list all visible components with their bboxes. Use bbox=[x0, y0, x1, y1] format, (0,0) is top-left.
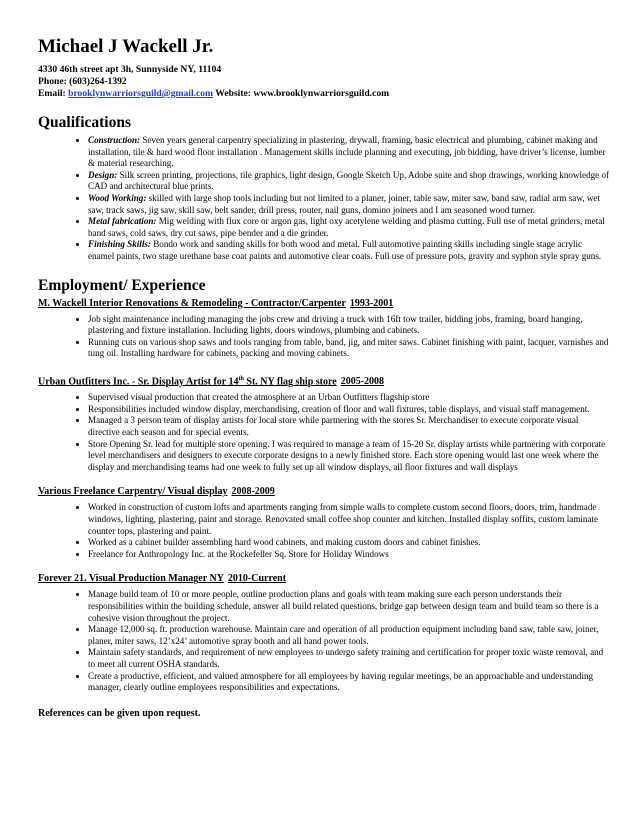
email-website-line bbox=[38, 88, 610, 100]
job-bullets bbox=[38, 502, 610, 560]
qualification-label: Metal fabrication: bbox=[88, 216, 157, 227]
qualification-text: Silk screen printing, projections, tile graphics, light design, Google Sketch Up, Adobe suite and shop drawings, working knowledge of CAD and architectural blue prints. bbox=[88, 169, 610, 192]
job-bullet: • Store Opening Sr. lead for multiple store opening. I was required to manage a team of 15-20 Sr. display artists while partnering with corporate level merchandisers and designers to execute corporate designs to a newly finished store. Each store opening would last one week where the display and merchandising teams had one week to fully set up all window displays, all floor fixtures and wall displays bbox=[88, 439, 610, 474]
website: Website: www.brooklynwarriorsguild.com bbox=[213, 88, 390, 99]
qualification-label: Design: bbox=[88, 169, 118, 180]
job-bullet: • Managed a 3 person team of display artists for local store while partnering with the stores Sr. Merchandiser to execute corporate visual directive each season and for special events. bbox=[88, 415, 610, 438]
address: 4330 46th street apt 3h, Sunnyside NY, 11104 bbox=[38, 64, 222, 75]
email-link[interactable]: brooklynwarriorsguild@gmail.com bbox=[68, 88, 214, 99]
job-bullet: • Freelance for Anthropology Inc. at the Rockefeller Sq. Store for Holiday Windows bbox=[88, 549, 610, 561]
job-bullet: • Worked in construction of custom lofts and apartments ranging from simple walls to complete custom second floors, doors, trim, handmade windows, lighting, plastering, paint and storage. Renovated small coffee shop counter and kitchen. Installed display soffits, custom laminate counter tops, plastering and paint. bbox=[88, 502, 610, 537]
job-title-text: Various Freelance Carpentry/ Visual display bbox=[38, 486, 228, 498]
qualification-text: Mig welding with flux core or argon gas, light oxy acetylene welding and plasma cutting. Full use of metal grinders, metal band saws, cold saws, dry cut saws, pipe bender and a die grinder. bbox=[88, 216, 605, 238]
job-bullets bbox=[38, 314, 610, 360]
job-bullets bbox=[38, 392, 610, 473]
job-bullet: • Job sight maintenance including managing the jobs crew and driving a truck with 16ft tow trailer, bidding jobs, framing, board hanging, plastering and fixture installation. Including lights, doors windows, plumbing and cabinets. bbox=[88, 314, 610, 337]
job-dates: 2008-2009 bbox=[231, 486, 275, 498]
qualification-text: skilled with large shop tools including but not limited to a planer, joiner, table saw, miter saw, band saw, radial arm saw, wet saw, track saws, jig saw, skill saw, belt sander, drill press, router, nail guns, domino joiners and I am seasoned wood turner. bbox=[88, 192, 600, 215]
employment-heading: Employment/ Experience bbox=[38, 276, 206, 294]
job-dates: 2010-Current bbox=[227, 573, 287, 585]
phone: Phone: (603)264-1392 bbox=[38, 76, 127, 87]
email-label: Email: bbox=[38, 88, 69, 99]
job-bullets bbox=[38, 589, 610, 693]
job-title-text: Urban Outfitters Inc. - Sr. Display Artist for 14 bbox=[38, 376, 239, 388]
qualification-text: Bondo work and sanding skills for both wood and metal. Full automotive painting skills including single stage acrylic enamel paints, two stage urethane base coat paints and automotive clear coats. Full use of pressure pots, gravity and syphon style spray guns. bbox=[88, 239, 602, 261]
qualification-item bbox=[88, 135, 610, 170]
job-bullet: • Worked as a cabinet builder assembling hard wood cabinets, and making custom doors and cabinet finishes. bbox=[88, 537, 610, 549]
qualification-label: Wood Working: bbox=[88, 192, 147, 203]
qualifications-heading: Qualifications bbox=[38, 114, 132, 131]
job-title-text: Forever 21. Visual Production Manager NY bbox=[38, 573, 224, 585]
job-bullet: • Manage build team of 10 or more people, outline production plans and goals with team making sure each person understands their responsibilities within the building schedule, answer all build related questions, bridge gap between design team and build team so there is a cohesive vision throughout the project. bbox=[88, 589, 610, 624]
job-bullet: • Create a productive, efficient, and valued atmosphere for all employees by having regular meetings, be an approachable and understanding manager, clearly outline employees responsibilities and expectations. bbox=[88, 671, 610, 694]
qualifications-list bbox=[38, 135, 610, 263]
qualification-item bbox=[88, 170, 610, 193]
job-bullet: • Running cuts on various shop saws and tools ranging from table, band, jig, and miter saws. Cabinet finishing with paint, lacquer, varnishes and tung oil. Installing hardware for cabinets, packing and moving cabinets. bbox=[88, 337, 610, 360]
job-title bbox=[38, 573, 610, 585]
job-title bbox=[38, 373, 610, 388]
job-title bbox=[38, 486, 610, 498]
resume-header bbox=[38, 36, 610, 100]
job-title bbox=[38, 298, 610, 310]
job-bullet: • Responsibilities included window display, merchandising, creation of floor and wall fixtures, table displays, and visual staff management. bbox=[88, 404, 610, 416]
job-bullet: • Supervised visual production that created the atmosphere at an Urban Outfitters flagship store bbox=[88, 392, 610, 404]
job-title-text: M. Wackell Interior Renovations & Remodeling - Contractor/Carpenter bbox=[38, 297, 346, 309]
qualification-label: Finishing Skills: bbox=[88, 239, 151, 250]
job-dates: 1993-2001 bbox=[349, 297, 394, 309]
candidate-name: Michael J Wackell Jr. bbox=[38, 36, 214, 57]
references-note: References can be given upon request. bbox=[38, 707, 201, 719]
job-bullet: • Manage 12,000 sq. ft. production warehouse. Maintain care and operation of all production equipment including band saw, table saw, joiner, planer, miter saws, 12’x24’ automotive spray booth and all hand power tools. bbox=[88, 624, 610, 647]
job-dates: 2005-2008 bbox=[340, 376, 385, 388]
qualification-item bbox=[88, 216, 610, 239]
qualification-text: Seven years general carpentry specializing in plastering, drywall, framing, basic electrical and plumbing, cabinet making and installation, tile & hard wood floor installation . Management skills include planning and executing, job bidding, have driver’s license, lumber & material researching. bbox=[88, 135, 606, 169]
qualification-item bbox=[88, 193, 610, 216]
qualification-item bbox=[88, 239, 610, 262]
job-bullet: • Maintain safety standards, and requirement of new employees to undergo safety training and certification for proper toxic waste removal, and to meet all current OSHA standards. bbox=[88, 647, 610, 670]
job-title-text-post: St. NY flag ship store bbox=[243, 376, 337, 388]
job-title-sup: th bbox=[238, 375, 244, 382]
qualification-label: Construction: bbox=[88, 135, 141, 145]
